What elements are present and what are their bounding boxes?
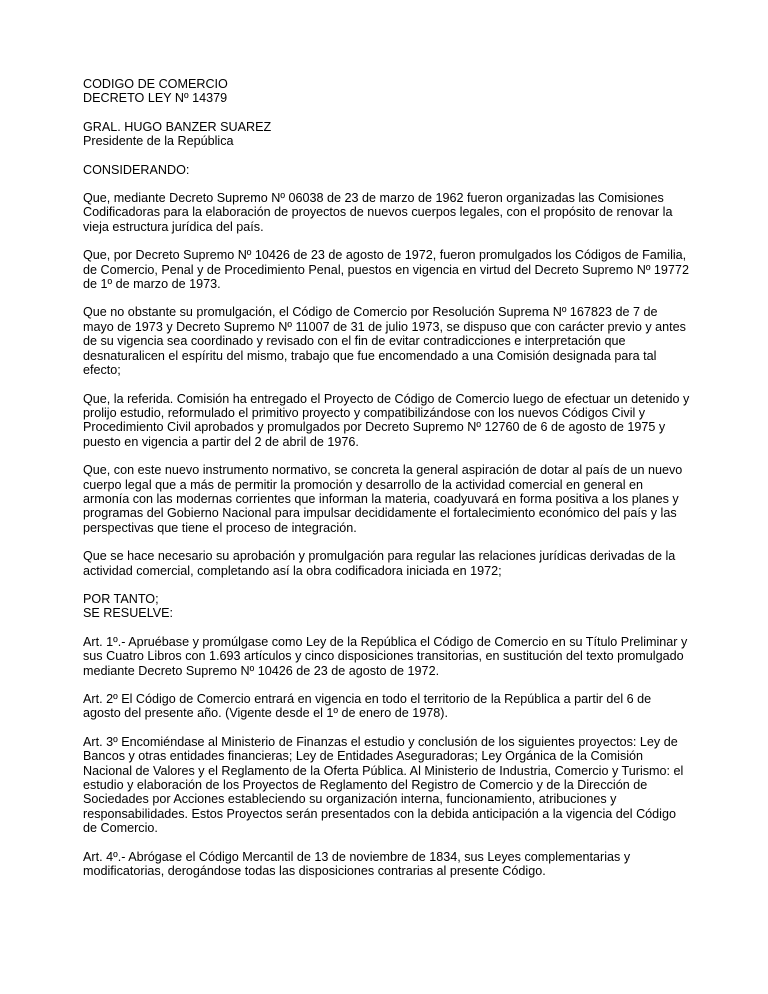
- text-line: Procedimiento Civil aprobados y promulgados por Decreto Supremo Nº 12760 de 6 de agosto de 1975 y: [83, 420, 666, 435]
- paragraph: [83, 163, 723, 177]
- text-line: sus Cuatro Libros con 1.693 artículos y cinco disposiciones transitorias, en sustitución del texto promulgado: [83, 649, 684, 664]
- text-line: responsabilidades. Estos Proyectos serán presentados con la debida anticipación a la vigencia del Código: [83, 806, 676, 821]
- text-line: cuerpo legal que a más de permitir la promoción y desarrollo de la actividad comercial en general en: [83, 477, 644, 492]
- text-line: Que, mediante Decreto Supremo Nº 06038 de 23 de marzo de 1962 fueron organizadas las Comisiones: [83, 191, 664, 206]
- text-line: Sociedades por Acciones estableciendo su organización interna, funcionamiento, atribuciones y: [83, 792, 617, 807]
- text-line: Art. 1º.- Apruébase y promúlgase como Ley de la República el Código de Comercio en su Título Preliminar y: [83, 634, 688, 649]
- text-line: Art. 2º El Código de Comercio entrará en vigencia en todo el territorio de la República a partir del 6 de: [83, 692, 652, 706]
- paragraph: [83, 592, 723, 621]
- text-line: Nacional de Valores y el Reglamento de la Oferta Pública. Al Ministerio de Industria, Comercio y Turismo: el: [83, 763, 684, 778]
- paragraph: [83, 248, 723, 291]
- text-line: mayo de 1973 y Decreto Supremo Nº 11007 de 31 de julio 1973, se dispuso que con carácter previo y antes: [83, 319, 686, 334]
- text-line: Presidente de la República: [83, 134, 234, 149]
- text-line: Art. 4º.- Abrógase el Código Mercantil de 13 de noviembre de 1834, sus Leyes complementarias y: [83, 849, 631, 864]
- text-line: de su vigencia sea coordinado y revisado con el fin de evitar contradicciones e interpretación que: [83, 334, 626, 349]
- text-line: Que se hace necesario su aprobación y promulgación para regular las relaciones jurídicas derivadas de la: [83, 549, 676, 564]
- text-line: Codificadoras para la elaboración de proyectos de nuevos cuerpos legales, con el propósito de renovar la: [83, 205, 673, 220]
- text-line: actividad comercial, completando así la obra codificadora iniciada en 1972;: [83, 563, 502, 578]
- text-line: modificatorias, derogándose todas las disposiciones contrarias al presente Código.: [83, 864, 546, 879]
- text-line: de Comercio, Penal y de Procedimiento Penal, puestos en vigencia en virtud del Decreto Supremo Nº 19772: [83, 262, 689, 277]
- text-line: Art. 3º Encomiéndase al Ministerio de Finanzas el estudio y conclusión de los siguientes proyectos: Ley de: [83, 734, 678, 749]
- text-line: Bancos y otras entidades financieras; Ley de Entidades Aseguradoras; Ley Orgánica de la Comisión: [83, 749, 644, 764]
- text-line: Que, con este nuevo instrumento normativo, se concreta la general aspiración de dotar al país de un nuevo: [83, 463, 683, 478]
- text-line: GRAL. HUGO BANZER SUAREZ: [83, 119, 272, 134]
- paragraph: [83, 392, 723, 450]
- text-line: SE RESUELVE:: [83, 606, 174, 621]
- paragraph: [83, 692, 723, 721]
- text-line: Que no obstante su promulgación, el Código de Comercio por Resolución Suprema Nº 167823 de 7 de: [83, 305, 658, 320]
- text-line: programas del Gobierno Nacional para impulsar decididamente el fortalecimiento económico del país y las: [83, 506, 677, 521]
- paragraph: [83, 305, 723, 377]
- paragraph: [83, 191, 723, 234]
- text-line: vieja estructura jurídica del país.: [83, 219, 264, 234]
- text-line: efecto;: [83, 363, 121, 378]
- text-line: CONSIDERANDO:: [83, 162, 190, 177]
- paragraph: [83, 735, 723, 836]
- text-line: puesto en vigencia a partir del 2 de abril de 1976.: [83, 434, 359, 449]
- text-line: agosto del presente año. (Vigente desde el 1º de enero de 1978).: [83, 706, 448, 721]
- document-body: [83, 77, 723, 892]
- text-line: POR TANTO;: [83, 591, 159, 606]
- text-line: perspectivas que tiene el proceso de integración.: [83, 520, 357, 535]
- text-line: DECRETO LEY Nº 14379: [83, 91, 228, 106]
- text-line: de Comercio.: [83, 821, 158, 836]
- text-line: armonía con las modernas corrientes que informan la materia, coadyuvará en forma positiva a los planes y: [83, 491, 679, 506]
- paragraph: [83, 850, 723, 879]
- text-line: prolijo estudio, reformulado el primitivo proyecto y compatibilizándose con los nuevos Códigos Civil y: [83, 405, 646, 420]
- text-line: Que, por Decreto Supremo Nº 10426 de 23 de agosto de 1972, fueron promulgados los Códigos de Familia,: [83, 248, 687, 263]
- text-line: mediante Decreto Supremo Nº 10426 de 23 de agosto de 1972.: [83, 663, 440, 678]
- paragraph: [83, 463, 723, 535]
- paragraph: [83, 549, 723, 578]
- paragraph: [83, 635, 723, 678]
- text-line: de 1º de marzo de 1973.: [83, 277, 221, 292]
- paragraph: [83, 77, 723, 106]
- text-line: estudio y elaboración de los Proyectos de Reglamento del Registro de Comercio y de la Dirección de: [83, 778, 648, 793]
- text-line: CODIGO DE COMERCIO: [83, 77, 228, 91]
- text-line: desnaturalicen el espíritu del mismo, trabajo que fue encomendado a una Comisión designada para tal: [83, 348, 657, 363]
- text-line: Que, la referida. Comisión ha entregado el Proyecto de Código de Comercio luego de efectuar un detenido y: [83, 391, 690, 406]
- paragraph: [83, 120, 723, 149]
